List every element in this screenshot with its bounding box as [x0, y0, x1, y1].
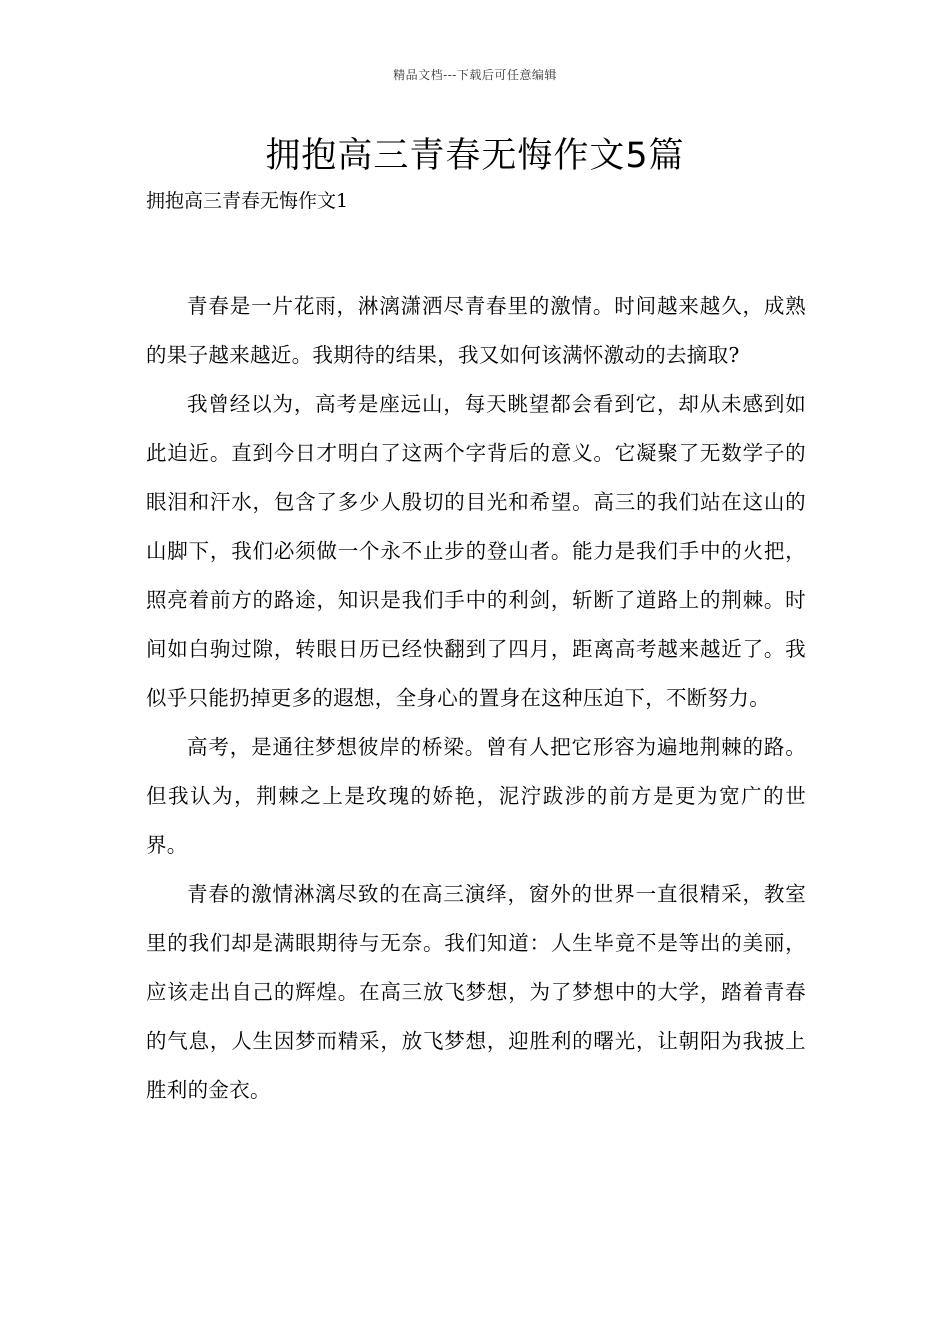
paragraph: 青春是一片花雨，淋漓潇洒尽青春里的激情。时间越来越久，成熟的果子越来越近。我期待的结果，我又如何该满怀激动的去摘取?	[146, 294, 806, 367]
section-subtitle: 拥抱高三青春无悔作文1	[146, 190, 349, 212]
paragraph: 青春的激情淋漓尽致的在高三演绎，窗外的世界一直很精采，教室里的我们却是满眼期待与无奈。我们知道：人生毕竟不是等出的美丽，应该走出自己的辉煌。在高三放飞梦想，为了梦想中的大学，踏着青春的气息，人生因梦而精采，放飞梦想，迎胜利的曙光，让朝阳为我披上胜利的金衣。	[146, 882, 806, 1102]
document-body	[146, 282, 806, 1115]
paragraph: 高考，是通往梦想彼岸的桥梁。曾有人把它形容为遍地荆棘的路。但我认为，荆棘之上是玫瑰的娇艳，泥泞跋涉的前方是更为宽广的世界。	[146, 735, 806, 857]
paragraph: 我曾经以为，高考是座远山，每天眺望都会看到它，却从未感到如此迫近。直到今日才明白了这两个字背后的意义。它凝聚了无数学子的眼泪和汗水，包含了多少人殷切的目光和希望。高三的我们站在这山的山脚下，我们必须做一个永不止步的登山者。能力是我们手中的火把，照亮着前方的路途，知识是我们手中的利剑，斩断了道路上的荆棘。时间如白驹过隙，转眼日历已经快翻到了四月，距离高考越来越近了。我似乎只能扔掉更多的遐想，全身心的置身在这种压迫下，不断努力。	[146, 392, 806, 710]
header-note: 精品文档---下载后可任意编辑	[393, 68, 557, 82]
document-title: 拥抱高三青春无悔作文5篇	[265, 136, 685, 176]
